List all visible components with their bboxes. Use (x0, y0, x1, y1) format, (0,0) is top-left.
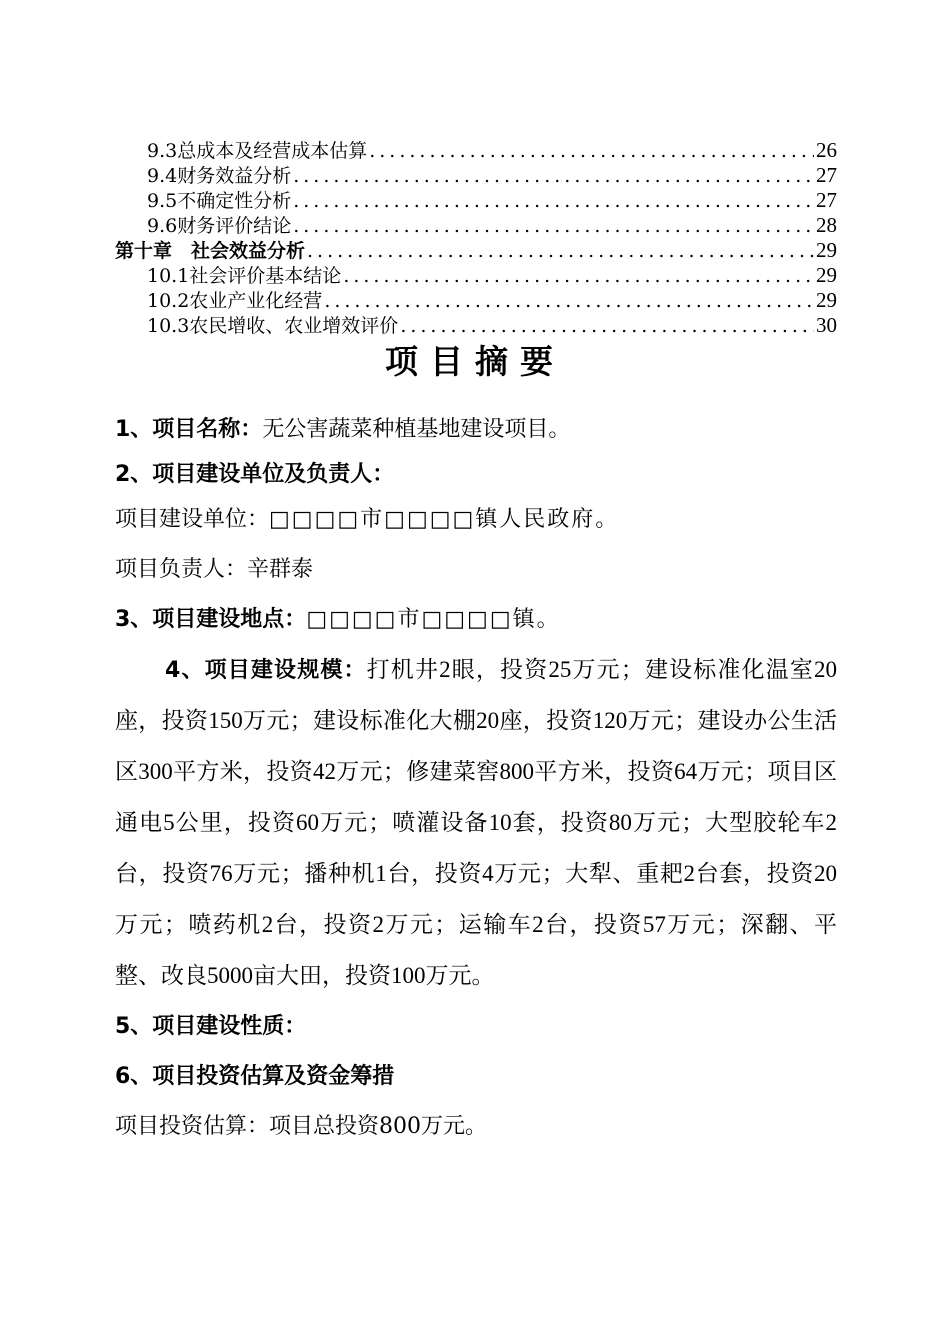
toc-entry[interactable] (115, 313, 837, 338)
location-value: □□□□市□□□□镇。 (306, 607, 561, 632)
toc-leader-dots (307, 239, 814, 263)
toc-leader-dots (293, 214, 814, 238)
toc-entry-title: 9.3总成本及经营成本估算 (147, 140, 368, 162)
builder-heading: 2、项目建设单位及负责人： (115, 462, 395, 487)
toc-leader-dots (293, 164, 814, 188)
builder-unit-label: 项目建设单位： (115, 507, 270, 532)
investment-value: 项目总投资800万元。 (269, 1114, 488, 1139)
investment-label: 项目投资估算： (115, 1114, 270, 1139)
location-line (115, 595, 837, 645)
project-name-line (115, 405, 837, 455)
builder-unit-line (115, 495, 837, 545)
toc-entry-title: 9.4财务效益分析 (147, 165, 292, 187)
toc-entry[interactable] (115, 213, 837, 238)
toc-entry[interactable] (115, 263, 837, 288)
toc-leader-dots (343, 264, 814, 288)
toc-leader-dots (400, 314, 814, 338)
summary-heading: 项目摘要 (385, 342, 565, 381)
toc-entry-page: 28 (816, 213, 837, 237)
scale-paragraph (115, 645, 837, 1002)
scale-label: 4、项目建设规模： (165, 658, 367, 683)
toc-entry-page: 29 (816, 263, 837, 287)
toc-entry-page: 29 (816, 288, 837, 312)
project-name-label: 1、项目名称： (115, 417, 263, 442)
summary-body (115, 405, 837, 1152)
toc-entry-page: 27 (816, 188, 837, 212)
leader-label: 项目负责人： (115, 557, 248, 582)
project-name-value: 无公害蔬菜种植基地建设项目。 (262, 417, 571, 442)
toc-entry-title: 10.2农业产业化经营 (147, 290, 323, 312)
toc-entry-title: 9.6财务评价结论 (147, 215, 292, 237)
investment-line (115, 1102, 837, 1152)
leader-value: 辛群泰 (247, 557, 314, 582)
toc-chapter-entry[interactable] (115, 238, 837, 263)
leader-line (115, 545, 837, 595)
toc-entry-title: 第十章 社会效益分析 (115, 240, 306, 262)
builder-unit-value: □□□□市□□□□镇人民政府。 (269, 507, 620, 532)
toc-entry[interactable] (115, 188, 837, 213)
nature-label: 5、项目建设性质： (115, 1014, 307, 1039)
toc-entry[interactable] (115, 138, 837, 163)
toc-leader-dots (324, 289, 814, 313)
toc-entry-page: 30 (816, 313, 837, 337)
toc-entry[interactable] (115, 288, 837, 313)
nature-line (115, 1002, 837, 1052)
investment-heading: 6、项目投资估算及资金筹措 (115, 1064, 395, 1089)
toc-entry-title: 10.3农民增收、农业增效评价 (147, 315, 399, 337)
builder-heading-line (115, 455, 837, 495)
toc-entry-title: 10.1社会评价基本结论 (147, 265, 342, 287)
investment-heading-line (115, 1052, 837, 1102)
toc-entry-title: 9.5不确定性分析 (147, 190, 292, 212)
toc-entry-page: 29 (816, 238, 837, 262)
toc-leader-dots (293, 189, 814, 213)
location-label: 3、项目建设地点： (115, 607, 307, 632)
scale-value: 打机井2眼，投资25万元；建设标准化温室20座，投资150万元；建设标准化大棚20座，投资120万元；建设办公生活区300平方米，投资42万元；修建菜窖800平方米，投资64万元；项目区通电5公里，投资60万元；喷灌设备10套，投资80万元；大型胶轮车2台，投资76万元；播种机1台，投资4万元；大犁、重耙2台套，投资20万元；喷药机2台，投资2万元；运输车2台，投资57万元；深翻、平整、改良5000亩大田，投资100万元。 (115, 657, 837, 988)
toc-entry-page: 27 (816, 163, 837, 187)
toc-leader-dots (369, 139, 814, 163)
toc-entry-page: 26 (816, 138, 837, 162)
toc-entry[interactable] (115, 163, 837, 188)
table-of-contents (115, 138, 837, 338)
